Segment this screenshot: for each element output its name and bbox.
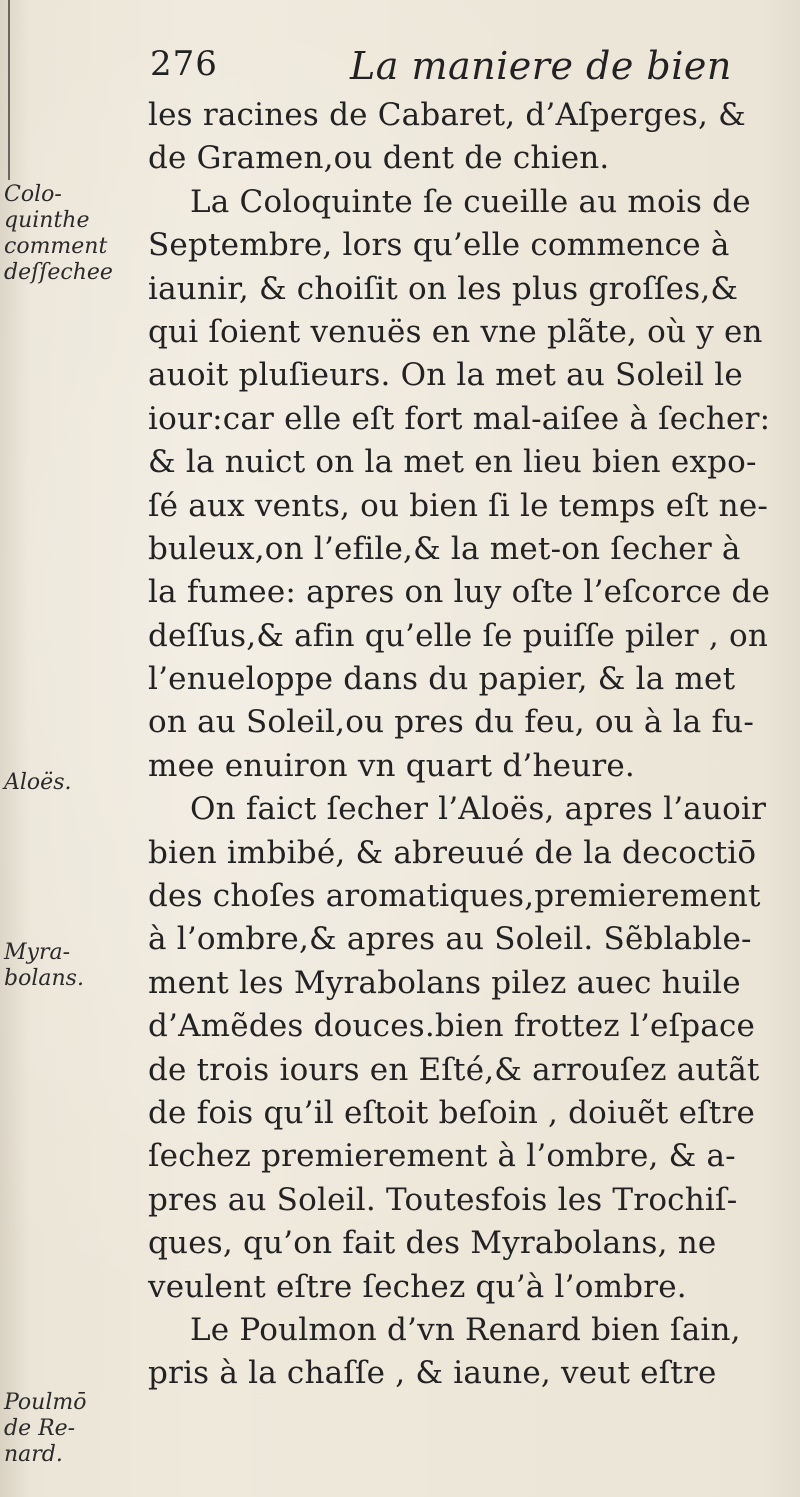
- text-line: des choſes aromatiques,premierement: [148, 878, 761, 915]
- text-line: on au Soleil,ou pres du feu, ou à la fu-: [148, 704, 755, 741]
- body-text: [148, 94, 788, 1396]
- binding-edge: [8, 0, 10, 180]
- text-line: auoit pluſieurs. On la met au Soleil le: [148, 357, 743, 394]
- text-line: d’Amẽdes douces.bien frottez l’eſpace: [148, 1008, 756, 1045]
- text-line: ment les Myrabolans pilez auec huile: [148, 964, 741, 1001]
- text-line: les racines de Cabaret, d’Aſperges, &: [148, 97, 746, 133]
- text-line: buleux,on l’efile,& la met-on ſecher à: [148, 530, 741, 567]
- text-line: La Coloquinte ſe cueille au mois de: [190, 183, 751, 220]
- text-line: bien imbibé, & abreuué de la decoctiō: [148, 834, 757, 871]
- text-line: pres au Soleil. Toutesfois les Trochiſ-: [148, 1181, 738, 1218]
- text-line: iour:car elle eſt fort mal-aiſee à ſecher:: [148, 400, 771, 437]
- margin-note-coloquinte: Colo- quinthe comment deſſechee: [4, 182, 113, 285]
- text-line: On faict ſecher l’Aloës, apres l’auoir: [190, 791, 767, 828]
- text-line: de fois qu’il eſtoit beſoin , doiuẽt eſtre: [148, 1094, 756, 1131]
- margin-note-poulmon: Poulmō de Re- nard.: [4, 1390, 87, 1467]
- text-line: veulent eſtre ſechez qu’à l’ombre.: [148, 1268, 687, 1305]
- text-line: mee enuiron vn quart d’heure.: [148, 747, 635, 784]
- text-line: pris à la chaſſe , & iaune, veut eſtre: [148, 1355, 717, 1392]
- text-line: l’enueloppe dans du papier, & la met: [148, 661, 736, 698]
- text-line: à l’ombre,& apres au Soleil. Sẽblable-: [148, 921, 752, 958]
- text-line: ques, qu’on fait des Myrabolans, ne: [148, 1225, 717, 1262]
- text-line: la fumee: apres on luy oſte l’eſcorce de: [148, 574, 771, 611]
- running-title: La maniere de bien: [350, 44, 732, 88]
- page-number: 276: [150, 44, 218, 84]
- text-line: iaunir, & choiſit on les plus groſſes,&: [148, 270, 739, 307]
- margin-note-aloes: Aloës.: [4, 770, 72, 795]
- text-line: Septembre, lors qu’elle commence à: [148, 227, 730, 264]
- text-line: ſé aux vents, ou bien ſi le temps eſt ne-: [148, 487, 769, 524]
- text-line: Le Poulmon d’vn Renard bien ſain,: [190, 1311, 741, 1348]
- text-line: & la nuict on la met en lieu bien expo-: [148, 444, 757, 481]
- page-header: [150, 44, 770, 92]
- text-line: de trois iours en Eſté,& arrouſez autãt: [148, 1051, 760, 1088]
- margin-note-myrabolans: Myra- bolans.: [4, 940, 84, 991]
- text-line: deſſus,& afin qu’elle ſe puiſſe piler , on: [148, 617, 769, 654]
- text-line: qui ſoient venuës en vne plãte, où y en: [148, 313, 763, 350]
- text-line: de Gramen,ou dent de chien.: [148, 140, 610, 177]
- text-line: ſechez premierement à l’ombre, & a-: [148, 1138, 736, 1175]
